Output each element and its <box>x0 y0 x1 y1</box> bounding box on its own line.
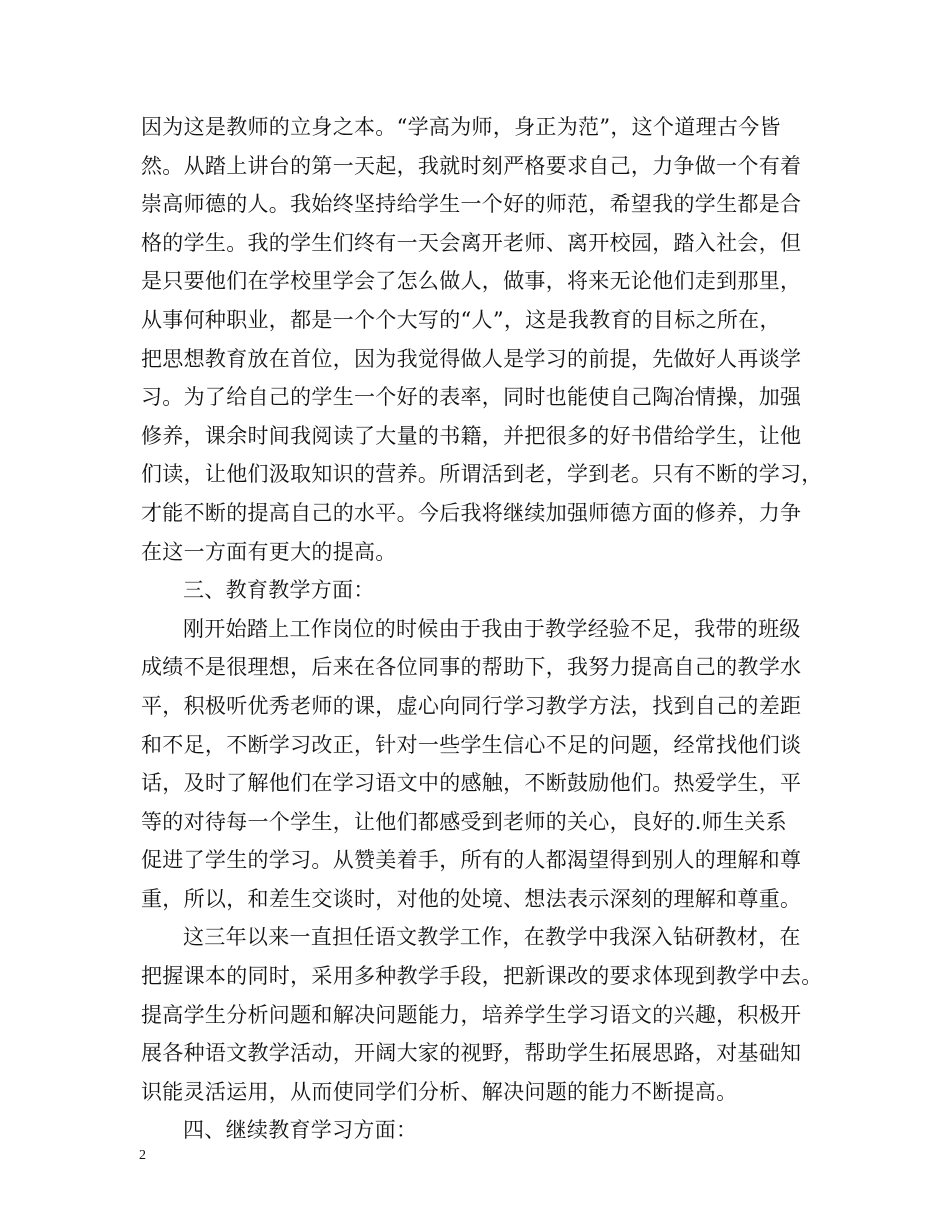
page-number: 2 <box>139 1148 146 1163</box>
paragraph-first-line: 四、继续教育学习方面： <box>183 1118 418 1143</box>
text-line: 提高学生分析问题和解决问题能力，培养学生学习语文的兴趣，积极开 <box>141 1002 802 1027</box>
paragraph-first-line: 这三年以来一直担任语文教学工作，在教学中我深入钻研教材，在 <box>183 925 801 950</box>
paragraph-first-line: 刚开始踏上工作岗位的时候由于我由于教学经验不足，我带的班级 <box>183 616 801 641</box>
text-line: 从事何种职业，都是一个个大写的“人”，这是我教育的目标之所在， <box>141 307 781 332</box>
text-line: 成绩不是很理想，后来在各位同事的帮助下，我努力提高自己的教学水 <box>141 655 802 680</box>
text-line: 话，及时了解他们在学习语文中的感触，不断鼓励他们。热爱学生，平 <box>141 771 802 796</box>
text-line: 习。为了给自己的学生一个好的表率，同时也能使自己陶冶情操，加强 <box>141 385 802 410</box>
text-line: 展各种语文教学活动，开阔大家的视野，帮助学生拓展思路，对基础知 <box>141 1041 802 1066</box>
text-line: 崇高师德的人。我始终坚持给学生一个好的师范，希望我的学生都是合 <box>141 192 802 217</box>
text-line: 格的学生。我的学生们终有一天会离开老师、离开校园，踏入社会，但 <box>141 230 802 255</box>
text-line: 识能灵活运用，从而使同学们分析、解决问题的能力不断提高。 <box>141 1079 738 1104</box>
text-line: 才能不断的提高自己的水平。今后我将继续加强师德方面的修养，力争 <box>141 500 802 525</box>
text-line: 和不足，不断学习改正，针对一些学生信心不足的问题，经常找他们谈 <box>141 732 802 757</box>
text-line: 等的对待每一个学生，让他们都感受到老师的关心，良好的.师生关系 <box>141 809 787 834</box>
text-line: 平，积极听优秀老师的课，虚心向同行学习教学方法，找到自己的差距 <box>141 693 802 718</box>
text-line: 把握课本的同时，采用多种教学手段，把新课改的要求体现到教学中去。 <box>141 964 823 989</box>
text-line: 们读，让他们汲取知识的营养。所谓活到老，学到老。只有不断的学习， <box>141 462 823 487</box>
document-body-text <box>141 108 831 1150</box>
text-line: 是只要他们在学校里学会了怎么做人，做事，将来无论他们走到那里， <box>141 269 802 294</box>
text-line: 因为这是教师的立身之本。“学高为师，身正为范”，这个道理古今皆 <box>141 115 781 139</box>
text-line: 把思想教育放在首位，因为我觉得做人是学习的前提，先做好人再谈学 <box>141 346 802 371</box>
text-line: 重，所以，和差生交谈时，对他的处境、想法表示深刻的理解和尊重。 <box>141 886 802 911</box>
text-line: 促进了学生的学习。从赞美着手，所有的人都渴望得到别人的理解和尊 <box>141 848 802 873</box>
text-line: 在这一方面有更大的提高。 <box>141 539 397 564</box>
text-line: 然。从踏上讲台的第一天起，我就时刻严格要求自己，力争做一个有着 <box>141 153 802 178</box>
text-line: 修养，课余时间我阅读了大量的书籍，并把很多的好书借给学生，让他 <box>141 423 802 448</box>
paragraph-first-line: 三、教育教学方面： <box>183 578 375 603</box>
